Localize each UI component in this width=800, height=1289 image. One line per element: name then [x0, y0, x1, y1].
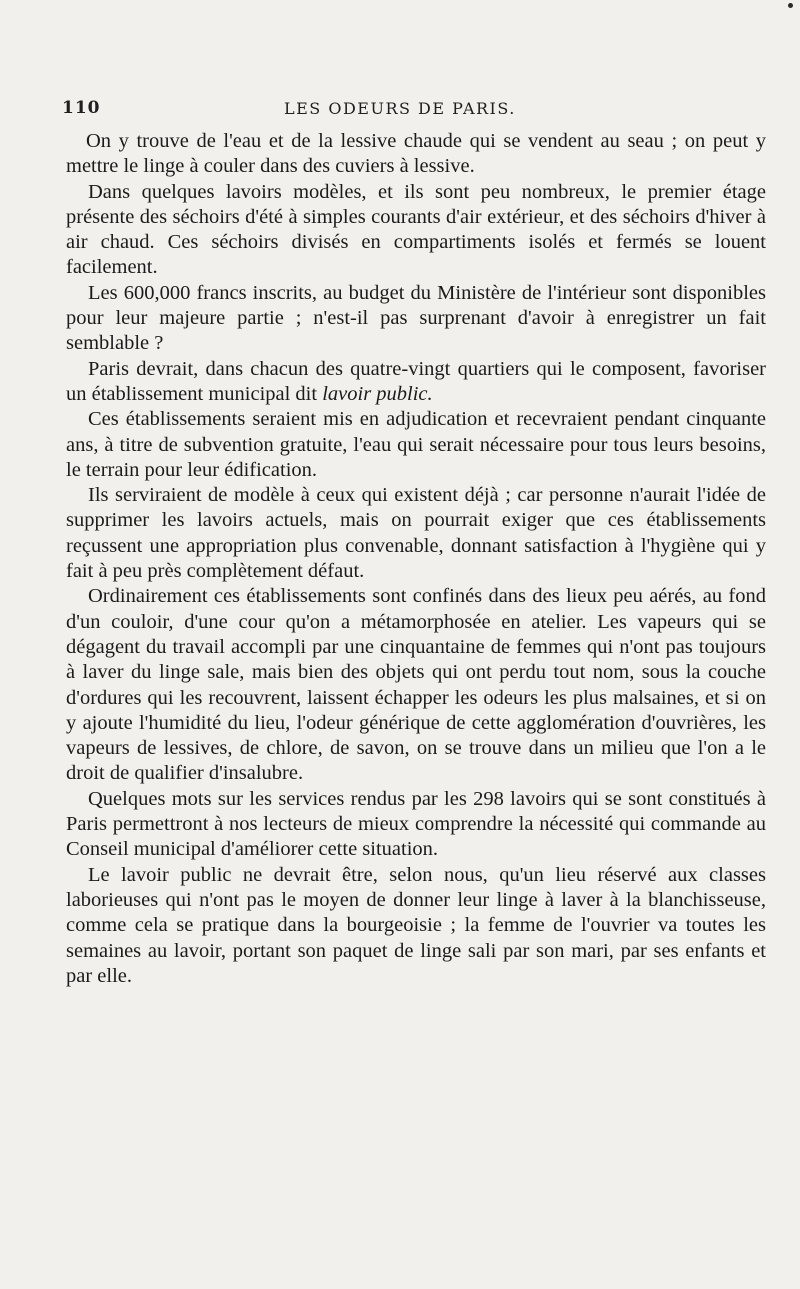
paragraph-3: Les 600,000 francs inscrits, au budget du Ministère de l'intérieur sont disponibles pour leur majeure partie ; n'est-il pas surprenant d'avoir à enregistrer un fait semblable ?: [66, 281, 766, 355]
paragraph-1: On y trouve de l'eau et de la lessive chaude qui se vendent au seau ; on peut y mettre le linge à couler dans des cuviers à lessive.: [66, 130, 766, 178]
page-number: 110: [62, 98, 101, 118]
paragraph-5: Ces établissements seraient mis en adjudication et recevraient pendant cinquante ans, à titre de subvention gratuite, l'eau qui serait nécessaire pour tous leurs besoins, le terrain pour leur édification.: [66, 408, 766, 481]
paragraph-9: Le lavoir public ne devrait être, selon nous, qu'un lieu réservé aux classes laborieuses qui n'ont pas le moyen de donner leur linge à laver à la blanchisseuse, comme cela se pratique dans la bourgeoisie ; la femme de l'ouvrier va toutes les semaines au lavoir, portant son paquet de linge sali par son mari, par ses enfants et par elle.: [66, 863, 766, 987]
running-head: LES ODEURS DE PARIS.: [284, 99, 516, 118]
page-header: [62, 98, 760, 124]
ink-speck: [788, 3, 793, 8]
paragraph-4-text: Paris devrait, dans chacun des quatre-vingt quartiers qui le composent, favoriser un établissement municipal dit: [66, 357, 766, 405]
body-text: [66, 129, 766, 989]
paragraph-4: [66, 357, 766, 408]
paragraph-7: Ordinairement ces établissements sont confinés dans des lieux peu aérés, au fond d'un couloir, d'une cour qu'on a métamorphosée en atelier. Les vapeurs qui se dégagent du travail accompli par une cinquantaine de femmes qui n'ont pas toujours à laver du linge sale, mais bien des objets qui ont perdu tout nom, sous la couche d'ordures qui les recouvrent, laissent échapper les odeurs les plus malsaines, et si on y ajoute l'humidité du lieu, l'odeur générique de cette agglomération d'ouvrières, les vapeurs de lessives, de chlore, de savon, on se trouve dans un milieu que l'on a le droit de qualifier d'insalubre.: [66, 585, 766, 785]
paragraph-4-italic: lavoir public.: [322, 382, 433, 405]
paragraph-8: Quelques mots sur les services rendus par les 298 lavoirs qui se sont constitués à Paris permettront à nos lecteurs de mieux comprendre la nécessité qui commande au Conseil municipal d'améliorer cette situation.: [66, 787, 766, 861]
paragraph-2: Dans quelques lavoirs modèles, et ils sont peu nombreux, le premier étage présente des séchoirs d'été à simples courants d'air extérieur, et des séchoirs d'hiver à air chaud. Ces séchoirs divisés en compartiments isolés et fermés se louent facilement.: [66, 180, 766, 279]
paragraph-6: Ils serviraient de modèle à ceux qui existent déjà ; car personne n'aurait l'idée de supprimer les lavoirs actuels, mais on pourrait exiger que ces établissements reçussent une appropriation plus convenable, donnant satisfaction à l'hygiène qui y fait à peu près complètement défaut.: [66, 484, 766, 583]
